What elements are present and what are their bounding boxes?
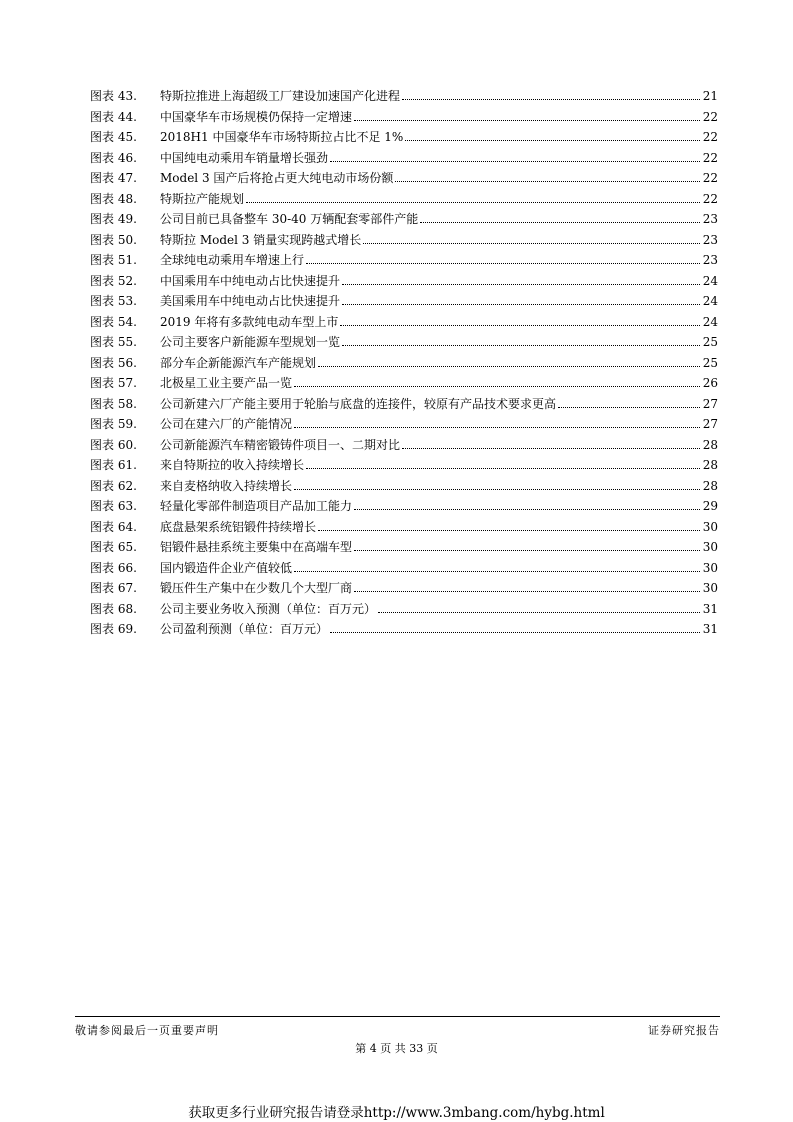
figure-label: 图表 45. xyxy=(90,130,137,144)
figure-page-number: 24 xyxy=(702,273,718,288)
toc-entry[interactable] xyxy=(90,312,718,333)
figure-label: 图表 49. xyxy=(90,212,137,226)
toc-entry[interactable] xyxy=(90,435,718,456)
figure-title: 铝锻件悬挂系统主要集中在高端车型 xyxy=(160,540,353,554)
toc-entry[interactable] xyxy=(90,86,718,107)
toc-entry[interactable] xyxy=(90,332,718,353)
dot-leader xyxy=(363,243,700,244)
figure-label: 图表 69. xyxy=(90,622,137,636)
toc-entry[interactable] xyxy=(90,517,718,538)
figure-label: 图表 51. xyxy=(90,253,137,267)
download-banner[interactable]: 获取更多行业研究报告请登录http://www.3mbang.com/hybg.html xyxy=(188,1105,605,1121)
figure-label: 图表 58. xyxy=(90,396,137,411)
toc-entry[interactable] xyxy=(90,476,718,497)
figure-label: 图表 56. xyxy=(90,355,137,370)
figure-title: 国内锻造件企业产值较低 xyxy=(160,560,293,575)
figure-label: 图表 59. xyxy=(90,417,137,431)
toc-entry[interactable] xyxy=(90,394,718,415)
figure-title: 公司新建六厂产能主要用于轮胎与底盘的连接件，较原有产品技术要求更高 xyxy=(160,396,557,411)
figure-title: 中国乘用车中纯电动占比快速提升 xyxy=(160,273,341,288)
figure-page-number: 22 xyxy=(702,171,718,185)
figure-page-number: 24 xyxy=(702,294,718,308)
dot-leader xyxy=(294,386,700,387)
figure-title: 锻压件生产集中在少数几个大型厂商 xyxy=(160,581,353,595)
footer-report-type: 证券研究报告 xyxy=(648,1024,720,1037)
figure-title: 2019 年将有多款纯电动车型上市 xyxy=(160,314,339,329)
figure-label: 图表 60. xyxy=(90,437,137,452)
toc-entry[interactable] xyxy=(90,189,718,210)
figure-title: 底盘悬架系统铝锻件持续增长 xyxy=(160,519,317,534)
dot-leader xyxy=(318,366,700,367)
figure-title: 公司主要客户新能源车型规划一览 xyxy=(160,335,341,349)
toc-entry[interactable] xyxy=(90,414,718,435)
figure-label: 图表 66. xyxy=(90,560,137,575)
dot-leader xyxy=(395,181,700,182)
dot-leader xyxy=(354,550,700,551)
figure-title: 部分车企新能源汽车产能规划 xyxy=(160,355,317,370)
figure-label: 图表 47. xyxy=(90,171,137,185)
figure-page-number: 29 xyxy=(702,499,718,513)
dot-leader xyxy=(340,325,700,326)
figure-page-number: 23 xyxy=(702,253,718,267)
figure-label: 图表 52. xyxy=(90,273,137,288)
figure-label: 图表 53. xyxy=(90,294,137,308)
dot-leader xyxy=(405,140,700,141)
figure-label: 图表 57. xyxy=(90,376,137,390)
figure-title: 全球纯电动乘用车增速上行 xyxy=(160,253,305,267)
figure-page-number: 30 xyxy=(702,560,718,575)
figure-page-number: 28 xyxy=(702,437,718,452)
toc-entry[interactable] xyxy=(90,230,718,251)
figure-label: 图表 55. xyxy=(90,335,137,349)
figure-label: 图表 43. xyxy=(90,89,137,103)
dot-leader xyxy=(330,632,700,633)
toc-entry[interactable] xyxy=(90,209,718,230)
toc-entry[interactable] xyxy=(90,353,718,374)
figure-page-number: 30 xyxy=(702,519,718,534)
figure-title: 公司在建六厂的产能情况 xyxy=(160,417,293,431)
figure-title: 来自麦格纳收入持续增长 xyxy=(160,478,293,493)
figure-page-number: 23 xyxy=(702,232,718,247)
figure-title: 轻量化零部件制造项目产品加工能力 xyxy=(160,499,353,513)
toc-entry[interactable] xyxy=(90,455,718,476)
figure-title: 特斯拉推进上海超级工厂建设加速国产化进程 xyxy=(160,89,401,103)
footer-divider xyxy=(75,1016,720,1017)
figure-label: 图表 54. xyxy=(90,314,137,329)
figure-title: 公司主要业务收入预测（单位：百万元） xyxy=(160,601,377,616)
figure-list xyxy=(90,86,718,640)
figure-label: 图表 64. xyxy=(90,519,137,534)
toc-entry[interactable] xyxy=(90,148,718,169)
figure-page-number: 30 xyxy=(702,540,718,554)
figure-page-number: 26 xyxy=(702,376,718,390)
dot-leader xyxy=(306,263,700,264)
figure-label: 图表 67. xyxy=(90,581,137,595)
dot-leader xyxy=(420,222,700,223)
figure-page-number: 30 xyxy=(702,581,718,595)
figure-title: 公司盈利预测（单位：百万元） xyxy=(160,622,329,636)
figure-page-number: 28 xyxy=(702,458,718,472)
figure-page-number: 31 xyxy=(702,622,718,636)
figure-title: Model 3 国产后将抢占更大纯电动市场份额 xyxy=(160,171,394,185)
dot-leader xyxy=(402,99,700,100)
figure-title: 公司目前已具备整车 30-40 万辆配套零部件产能 xyxy=(160,212,419,226)
figure-page-number: 25 xyxy=(702,335,718,349)
dot-leader xyxy=(402,448,700,449)
figure-label: 图表 61. xyxy=(90,458,137,472)
figure-label: 图表 48. xyxy=(90,191,137,206)
figure-page-number: 27 xyxy=(702,396,718,411)
toc-entry[interactable] xyxy=(90,496,718,517)
figure-page-number: 21 xyxy=(702,89,718,103)
figure-page-number: 27 xyxy=(702,417,718,431)
toc-entry[interactable] xyxy=(90,127,718,148)
dot-leader xyxy=(354,591,700,592)
figure-page-number: 22 xyxy=(702,150,718,165)
figure-page-number: 22 xyxy=(702,130,718,144)
figure-page-number: 28 xyxy=(702,478,718,493)
figure-title: 2018H1 中国豪华车市场特斯拉占比不足 1% xyxy=(160,130,404,144)
figure-page-number: 22 xyxy=(702,109,718,124)
dot-leader xyxy=(246,202,700,203)
figure-title: 特斯拉 Model 3 销量实现跨越式增长 xyxy=(160,232,362,247)
toc-entry[interactable] xyxy=(90,291,718,312)
dot-leader xyxy=(294,489,700,490)
dot-leader xyxy=(318,530,700,531)
footer-disclaimer: 敬请参阅最后一页重要声明 xyxy=(75,1024,219,1037)
figure-page-number: 22 xyxy=(702,191,718,206)
figure-page-number: 24 xyxy=(702,314,718,329)
toc-entry[interactable] xyxy=(90,373,718,394)
figure-page-number: 23 xyxy=(702,212,718,226)
figure-page-number: 31 xyxy=(702,601,718,616)
figure-label: 图表 68. xyxy=(90,601,137,616)
figure-title: 中国豪华车市场规模仍保持一定增速 xyxy=(160,109,353,124)
figure-title: 来自特斯拉的收入持续增长 xyxy=(160,458,305,472)
toc-entry[interactable] xyxy=(90,578,718,599)
dot-leader xyxy=(342,304,700,305)
dot-leader xyxy=(558,407,700,408)
dot-leader xyxy=(294,427,700,428)
figure-title: 北极星工业主要产品一览 xyxy=(160,376,293,390)
figure-page-number: 25 xyxy=(702,355,718,370)
figure-title: 公司新能源汽车精密锻铸件项目一、二期对比 xyxy=(160,437,401,452)
page-number: 第 4 页 共 33 页 xyxy=(355,1042,438,1055)
toc-entry[interactable] xyxy=(90,619,718,640)
dot-leader xyxy=(354,120,700,121)
dot-leader xyxy=(306,468,700,469)
dot-leader xyxy=(294,571,700,572)
figure-label: 图表 65. xyxy=(90,540,137,554)
figure-label: 图表 63. xyxy=(90,499,137,513)
toc-entry[interactable] xyxy=(90,537,718,558)
toc-entry[interactable] xyxy=(90,107,718,128)
dot-leader xyxy=(342,284,700,285)
figure-label: 图表 62. xyxy=(90,478,137,493)
figure-label: 图表 44. xyxy=(90,109,137,124)
toc-entry[interactable] xyxy=(90,599,718,620)
figure-title: 美国乘用车中纯电动占比快速提升 xyxy=(160,294,341,308)
toc-entry[interactable] xyxy=(90,168,718,189)
figure-title: 特斯拉产能规划 xyxy=(160,191,245,206)
toc-entry[interactable] xyxy=(90,250,718,271)
dot-leader xyxy=(354,509,700,510)
dot-leader xyxy=(330,161,700,162)
figure-title: 中国纯电动乘用车销量增长强劲 xyxy=(160,150,329,165)
dot-leader xyxy=(378,612,700,613)
figure-label: 图表 50. xyxy=(90,232,137,247)
dot-leader xyxy=(342,345,700,346)
figure-label: 图表 46. xyxy=(90,150,137,165)
toc-entry[interactable] xyxy=(90,271,718,292)
toc-entry[interactable] xyxy=(90,558,718,579)
